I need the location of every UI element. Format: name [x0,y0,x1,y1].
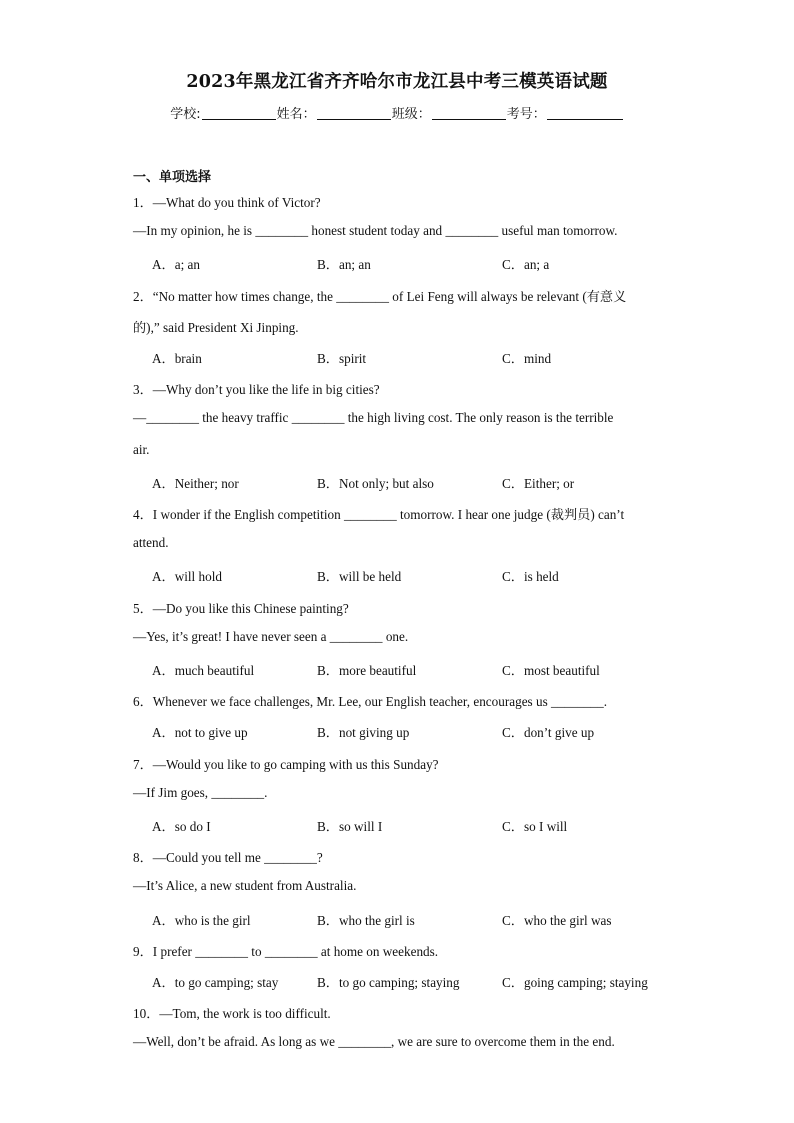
question-3-line-1: 3．—Why don’t you like the life in big cities? [133,382,380,398]
number-blank[interactable] [547,107,623,120]
school-blank[interactable] [202,107,276,120]
question-5-line-2: —Yes, it’s great! I have never seen a ________ one. [133,628,409,644]
question-3-line-3: air. [133,441,150,457]
question-7-line-2: —If Jim goes, ________. [133,784,268,800]
question-2-option-a[interactable]: A．brain [152,351,202,366]
question-1-line-1: 1．—What do you think of Victor? [133,195,321,210]
question-3-option-a[interactable]: A．Neither; nor [152,475,239,491]
question-8-option-b[interactable]: B．who the girl is [317,912,415,928]
question-6-option-b[interactable]: B．not giving up [317,725,410,741]
question-5-option-c[interactable]: C．most beautiful [502,663,600,678]
class-label: 班级： [391,107,431,122]
question-3-option-c[interactable]: C．Either; or [502,475,575,491]
school-label: 学校: [170,107,201,122]
question-7-option-a[interactable]: A．so do I [152,819,211,834]
question-8-option-c[interactable]: C．who the girl was [502,912,612,928]
question-4-option-c[interactable]: C．is held [502,569,559,585]
question-4-line-2: attend. [133,535,169,551]
question-5-option-a[interactable]: A．much beautiful [152,663,255,678]
question-9-option-a[interactable]: A．to go camping; stay [152,975,279,990]
question-5-line-1: 5．—Do you like this Chinese painting? [133,600,349,616]
question-9-option-c[interactable]: C．going camping; staying [502,975,648,990]
question-4-option-b[interactable]: B．will be held [317,569,402,585]
question-8-line-2: —It’s Alice, a new student from Australia. [133,878,357,894]
name-label: 姓名： [276,107,316,122]
question-8-line-1: 8．—Could you tell me ________? [133,850,323,866]
question-3-option-b[interactable]: B．Not only; but also [317,475,434,491]
question-2-line-1: 2．“No matter how times change, the ________ of Lei Feng will always be relevant (有意义 [133,288,627,304]
question-2-line-2: 的),” said President Xi Jinping. [133,319,299,335]
question-9-option-b[interactable]: B．to go camping; staying [317,975,460,990]
question-8-option-a[interactable]: A．who is the girl [152,912,251,928]
question-10-line-2: —Well, don’t be afraid. As long as we ________, we are sure to overcome them in the end. [133,1034,615,1050]
number-label: 考号： [506,107,546,122]
question-1-line-2: —In my opinion, he is ________ honest student today and ________ useful man tomorrow. [133,223,618,239]
name-blank[interactable] [317,107,391,120]
question-1-option-c[interactable]: C．an; a [502,257,550,273]
section-heading: 一、单项选择 [133,170,212,185]
question-3-line-2: —________ the heavy traffic ________ the high living cost. The only reason is the terrible [133,410,614,426]
question-6-option-c[interactable]: C．don’t give up [502,725,595,741]
question-4-line-1: 4．I wonder if the English competition ________ tomorrow. I hear one judge (裁判员) can’t [133,507,625,522]
question-1-option-b[interactable]: B．an; an [317,257,371,273]
question-4-option-a[interactable]: A．will hold [152,569,222,585]
question-10-line-1: 10．—Tom, the work is too difficult. [133,1006,331,1022]
question-5-option-b[interactable]: B．more beautiful [317,663,417,678]
question-1-option-a[interactable]: A．a; an [152,257,200,273]
question-2-option-c[interactable]: C．mind [502,351,552,366]
student-info-line [0,103,794,122]
question-7-line-1: 7．—Would you like to go camping with us this Sunday? [133,756,439,772]
question-9-line-1: 9．I prefer ________ to ________ at home on weekends. [133,943,439,959]
question-6-line-1: 6．Whenever we face challenges, Mr. Lee, our English teacher, encourages us ________. [133,694,608,710]
question-7-option-b[interactable]: B．so will I [317,819,383,834]
question-2-option-b[interactable]: B．spirit [317,351,367,366]
class-blank[interactable] [432,107,506,120]
question-7-option-c[interactable]: C．so I will [502,819,568,834]
page-title: 2023年黑龙江省齐齐哈尔市龙江县中考三模英语试题 [186,72,608,92]
question-6-option-a[interactable]: A．not to give up [152,725,248,741]
